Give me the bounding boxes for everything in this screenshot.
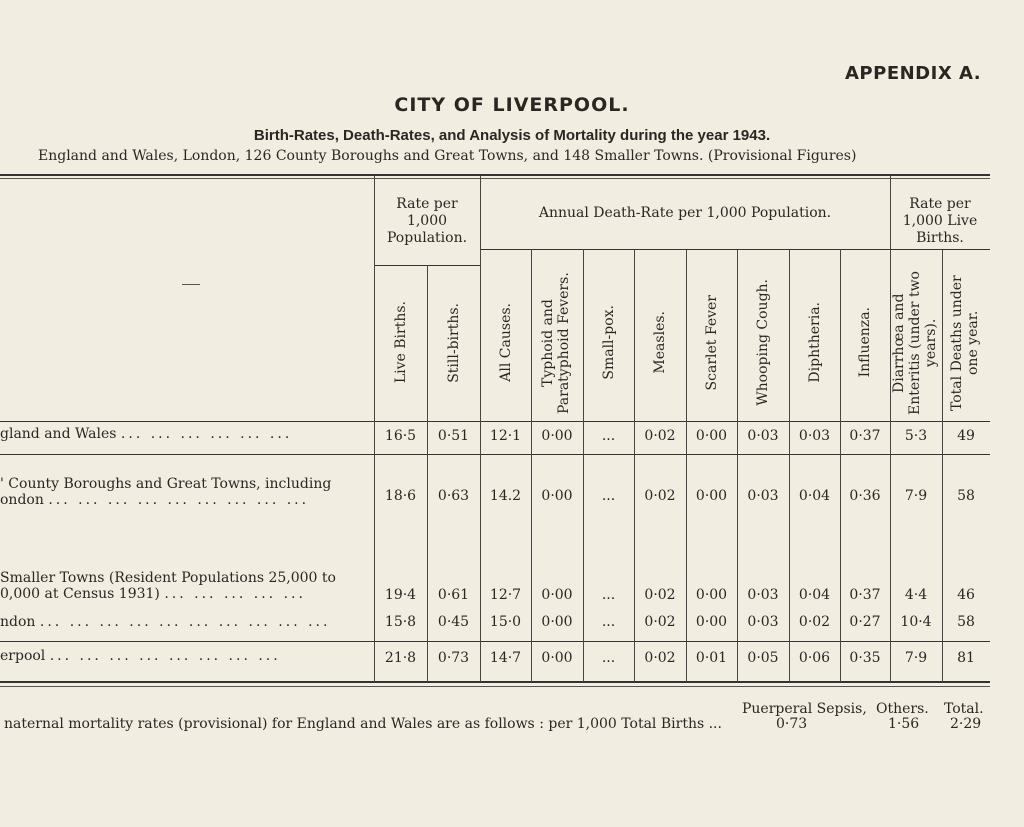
table-cell: 46 [957,587,975,603]
table-cell: ... [601,650,616,666]
table-cell: 58 [957,488,975,504]
table-cell: 0·02 [644,428,676,444]
table-cell: 58 [957,614,975,630]
table-cell: 0·05 [747,650,779,666]
table-cell: 0·27 [849,614,881,630]
table-bottom-rule [0,681,990,683]
col-header-typhoid: Typhoid and Paratyphoid Fevers. [540,271,572,414]
table-cell: 14.2 [489,488,522,504]
table-cell: 0·03 [747,614,779,630]
table-top-rule-inner [0,178,990,179]
table-cell: 0·03 [798,428,831,444]
table-cell: 7·9 [904,650,928,666]
table-cell: 0·00 [695,488,728,504]
page-title: CITY OF LIVERPOOL. [394,94,630,116]
table-cell: 0·03 [747,488,779,504]
table-cell: ... [601,614,616,630]
col-header-whooping-cough: Whooping Cough. [755,279,771,406]
table-cell: 0·01 [695,650,728,666]
table-cell: 0·00 [541,650,573,666]
table-cell: 7·9 [904,488,928,504]
table-cell: 16·5 [384,428,417,444]
table-cell: 0·00 [695,587,728,603]
table-scope-note: England and Wales, London, 126 County Boroughs and Great Towns, and 148 Smaller Towns. (Provisional Figures) [38,148,857,164]
death-rate-group-rule [480,249,890,250]
table-bottom-rule-inner [0,686,990,687]
row-label-liverpool: erpool ... ... ... ... ... ... ... ... [0,648,281,664]
table-cell: 12·7 [489,587,522,603]
appendix-label: APPENDIX A. [845,63,982,84]
footer-header-puerperal: Puerperal Sepsis, [742,701,867,717]
table-cell: 18·6 [384,488,417,504]
table-cell: 0·00 [541,614,573,630]
table-cell: 0·02 [644,587,676,603]
table-cell: 0·06 [798,650,831,666]
birth-rate-group-rule [890,249,990,250]
table-cell: 0·04 [798,488,831,504]
table-cell: 15·8 [384,614,417,630]
col-header-live-births: Live Births. [392,301,409,384]
table-subtitle: Birth-Rates, Death-Rates, and Analysis of Mortality during the year 1943. [253,127,771,144]
footer-maternal-note: naternal mortality rates (provisional) for England and Wales are as follows : per 1,000 Total Births ... [4,716,722,732]
footer-value-others: 1·56 [888,716,920,732]
table-cell: 0·00 [541,587,573,603]
table-cell: 15·0 [489,614,522,630]
col-header-influenza: Influenza. [857,307,873,378]
header-rate-births: Rate per 1,000 Live Births. [902,196,978,246]
table-cell: 0·00 [541,488,573,504]
table-cell: 0·61 [437,587,470,603]
table-cell: 0·63 [437,488,470,504]
table-cell: ... [601,428,616,444]
table-cell: 0·02 [644,650,676,666]
footer-header-others: Others. [876,701,929,717]
footer-header-total: Total. [944,701,984,717]
table-cell: 0·03 [747,587,779,603]
table-cell: 19·4 [384,587,417,603]
col-header-small-pox: Small-pox. [600,305,617,380]
table-cell: 0·02 [644,614,676,630]
col-header-diphtheria: Diphtheria. [806,302,823,383]
col-header-measles: Measles. [652,311,668,374]
label-column-dash [182,284,200,285]
footer-value-puerperal: 0·73 [776,716,808,732]
table-cell: 10·4 [900,614,932,630]
table-cell: 0·37 [849,428,881,444]
col-header-all-causes: All Causes. [497,303,514,382]
table-cell: 81 [957,650,975,666]
row-label-county-boroughs: ' County Boroughs and Great Towns, including ondon ... ... ... ... ... ... ... ... ... [0,476,332,508]
table-cell: 0·04 [798,587,831,603]
table-cell: 0·36 [849,488,881,504]
row-rule-1 [0,454,990,455]
table-cell: 0·35 [849,650,881,666]
header-bottom-rule [0,421,990,422]
table-cell: 12·1 [489,428,522,444]
col-header-still-births: Still-births. [445,302,462,383]
row-rule-2 [0,641,990,642]
table-cell: 0·45 [437,614,470,630]
table-cell: 0·02 [798,614,831,630]
table-top-rule [0,174,990,176]
header-rate-population: Rate per 1,000 Population. [386,196,468,246]
table-cell: ... [601,587,616,603]
table-cell: 49 [957,428,975,444]
table-cell: 0·37 [849,587,881,603]
header-annual-death-rate: Annual Death-Rate per 1,000 Population. [538,205,832,221]
table-cell: 0·00 [695,428,728,444]
row-label-smaller-towns: Smaller Towns (Resident Populations 25,000 to 0,000 at Census 1931) ... ... ... ... ... [0,570,336,602]
table-cell: 21·8 [384,650,417,666]
col-header-infant-deaths: Total Deaths under one year. [949,274,981,411]
col-header-diarrhoea: Diarrhœa and Enteritis (under two years). [891,270,939,415]
footer-value-total: 2·29 [950,716,982,732]
table-cell: 0·51 [437,428,470,444]
table-cell: ... [601,488,616,504]
table-cell: 0·02 [644,488,676,504]
table-cell: 0·00 [541,428,573,444]
table-cell: 0·00 [695,614,728,630]
table-cell: 5·3 [904,428,928,444]
table-cell: 4·4 [904,587,928,603]
col-header-scarlet-fever: Scarlet Fever [703,294,720,391]
table-cell: 0·73 [437,650,470,666]
table-cell: 14·7 [489,650,522,666]
table-cell: 0·03 [747,428,779,444]
row-label-england-wales: gland and Wales ... ... ... ... ... ... [0,426,293,442]
row-label-london: ndon ... ... ... ... ... ... ... ... ... ... [0,614,331,630]
